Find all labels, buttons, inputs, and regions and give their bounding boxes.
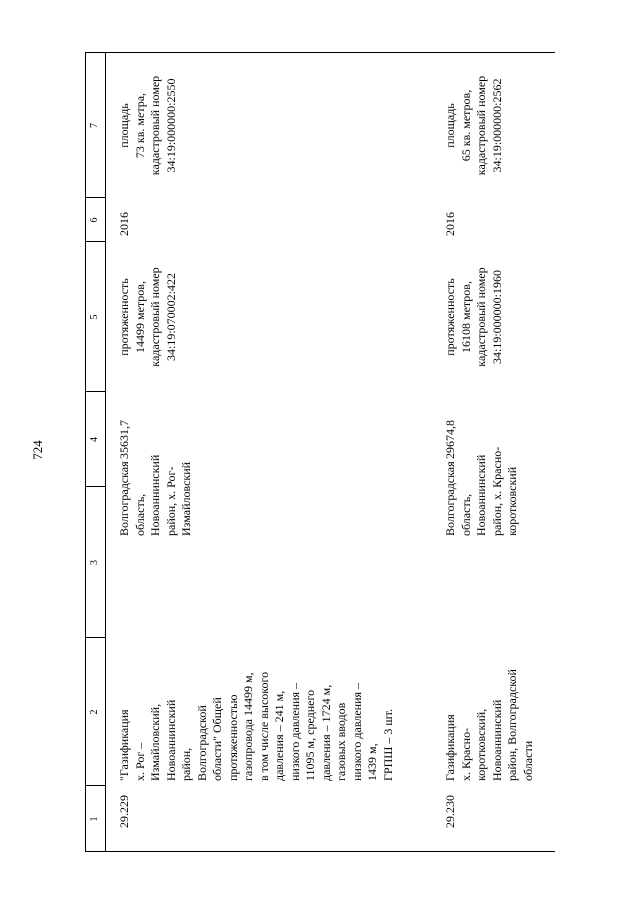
row-2-land: площадь 65 кв. метров, кадастровый номер 34:19:000000:2562	[443, 75, 504, 176]
header-col-6: 6	[89, 217, 100, 223]
table-border-left	[85, 851, 555, 852]
header-col-3: 3	[89, 560, 100, 565]
row-1-value: 35631,7	[117, 420, 131, 459]
header-col-7: 7	[89, 123, 100, 128]
page-number: 724	[30, 440, 45, 460]
row-2-value: 29674,8	[443, 420, 457, 459]
row-1-name: "Газификация х. Рог – Измайловский, Новоаннинский район, Волгоградской области" Общей протяженностью газопровода 14499 м, в том числе высокого давления – 241 м, низкого давления – 11095 м, среднего давления – 1724 м, газовых вводов низкого давления – 1439 м, ГРПШ – 3 шт.	[117, 671, 395, 781]
row-1-characteristics: протяженность 14499 метров, кадастровый номер 34:19:070002:422	[117, 267, 178, 367]
row-2-number: 29.230	[443, 795, 457, 828]
row-1-address: Волгоградская область, Новоаннинский район, х. Рог- Измайловский	[117, 454, 193, 536]
row-1-year: 2016	[117, 212, 131, 236]
header-col-1: 1	[89, 816, 100, 822]
property-table	[85, 52, 555, 852]
row-1-number: 29.229	[117, 795, 131, 828]
header-col-2: 2	[89, 709, 100, 715]
row-2-year: 2016	[443, 212, 457, 236]
row-2-address: Волгоградская область, Новоаннинский район, х. Красно- коротковский	[443, 446, 519, 536]
row-2-name: Газификация х. Красно- коротковский, Новоаннинский район, Волгоградской области	[443, 669, 535, 781]
row-1-land: площадь 73 кв. метра, кадастровый номер 34:19:000000:2550	[117, 75, 178, 176]
rotated-page-content	[85, 52, 555, 852]
header-col-4: 4	[89, 437, 100, 442]
header-separator	[105, 52, 106, 852]
header-col-5: 5	[89, 314, 100, 320]
row-2-characteristics: протяженность 16108 метров, кадастровый номер 34:19:000000:1960	[443, 267, 504, 367]
